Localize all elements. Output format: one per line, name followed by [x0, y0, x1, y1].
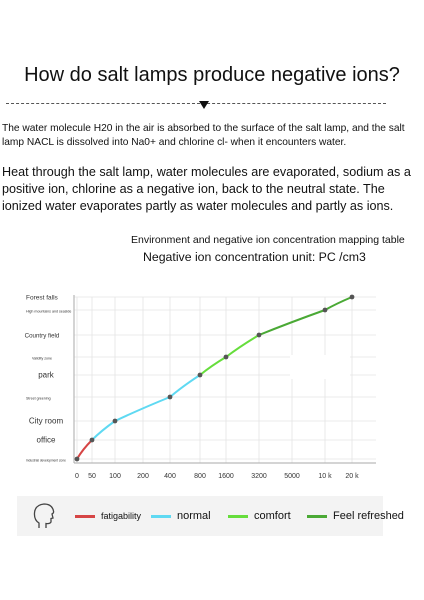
- x-tick-labels: [75, 473, 359, 480]
- data-point-0: [75, 457, 80, 462]
- legend-swatch: [307, 515, 327, 518]
- x-tick-label-8: 5000: [284, 473, 300, 480]
- legend-label: comfort: [254, 510, 291, 522]
- ion-concentration-chart: [0, 285, 424, 490]
- x-tick-label-7: 3200: [251, 473, 267, 480]
- x-tick-label-4: 400: [164, 473, 176, 480]
- data-point-7: [323, 308, 328, 313]
- y-tick-label-3: Street greening: [26, 396, 51, 401]
- data-point-5: [224, 355, 229, 360]
- chart-grid: [74, 297, 376, 463]
- y-tick-label-2: City room: [28, 416, 64, 426]
- series-line-2: [200, 335, 259, 375]
- chart-unit-label: Negative ion concentration unit: PC /cm3: [143, 250, 366, 264]
- data-point-8: [350, 295, 355, 300]
- dashed-divider: [6, 103, 386, 104]
- legend-swatch: [151, 515, 171, 518]
- chart-subtitle: Environment and negative ion concentration mapping table: [131, 234, 405, 246]
- legend-label: fatigability: [101, 511, 142, 521]
- x-tick-label-1: 50: [88, 473, 96, 480]
- x-tick-label-9: 10 k: [318, 473, 332, 480]
- y-tick-label-4: park: [38, 370, 54, 380]
- head-icon: [33, 502, 55, 530]
- x-tick-label-5: 800: [194, 473, 206, 480]
- page-title: How do salt lamps produce negative ions?: [24, 64, 400, 86]
- arrow-down-icon: [199, 101, 209, 109]
- series-line-1: [92, 375, 200, 440]
- series-line-0: [77, 440, 92, 459]
- y-tick-label-5: Validity zone: [31, 356, 53, 361]
- data-point-6: [257, 333, 262, 338]
- blank-patch: [290, 355, 350, 379]
- x-tick-label-3: 200: [137, 473, 149, 480]
- intro-paragraph: The water molecule H20 in the air is absorbed to the surface of the salt lamp, and the salt lamp NACL is dissolved into Na0+ and chlorine cl- when it encounters water.: [2, 123, 405, 148]
- data-point-2: [113, 419, 118, 424]
- series-line-3: [259, 297, 352, 335]
- x-tick-label-2: 100: [109, 473, 121, 480]
- x-tick-label-6: 1600: [218, 473, 234, 480]
- y-tick-label-1: office: [36, 435, 56, 445]
- data-point-4: [198, 373, 203, 378]
- legend-item: [307, 496, 404, 536]
- data-point-1: [90, 438, 95, 443]
- y-tick-label-6: Country field: [24, 332, 60, 340]
- legend-item: [228, 496, 291, 536]
- legend-label: Feel refreshed: [333, 510, 404, 522]
- legend-swatch: [228, 515, 248, 518]
- x-tick-label-10: 20 k: [345, 473, 359, 480]
- legend-label: normal: [177, 510, 211, 522]
- legend-swatch: [75, 515, 95, 518]
- data-point-3: [168, 395, 173, 400]
- legend-item: [151, 496, 211, 536]
- x-tick-label-0: 0: [75, 473, 79, 480]
- y-tick-label-7: High mountains and seaside: [26, 309, 72, 314]
- y-tick-label-0: Industrial development zone: [26, 458, 66, 463]
- process-paragraph: Heat through the salt lamp, water molecules are evaporated, sodium as a positive ion, chlorine as a negative ion, back to the neutral state. The ionized water evaporates partly as water molecules and partly as ions.: [2, 165, 411, 213]
- chart-legend: [17, 496, 404, 536]
- legend-item: [75, 496, 141, 536]
- y-tick-label-8: Forest falls: [26, 294, 58, 302]
- y-tick-labels: [25, 295, 72, 463]
